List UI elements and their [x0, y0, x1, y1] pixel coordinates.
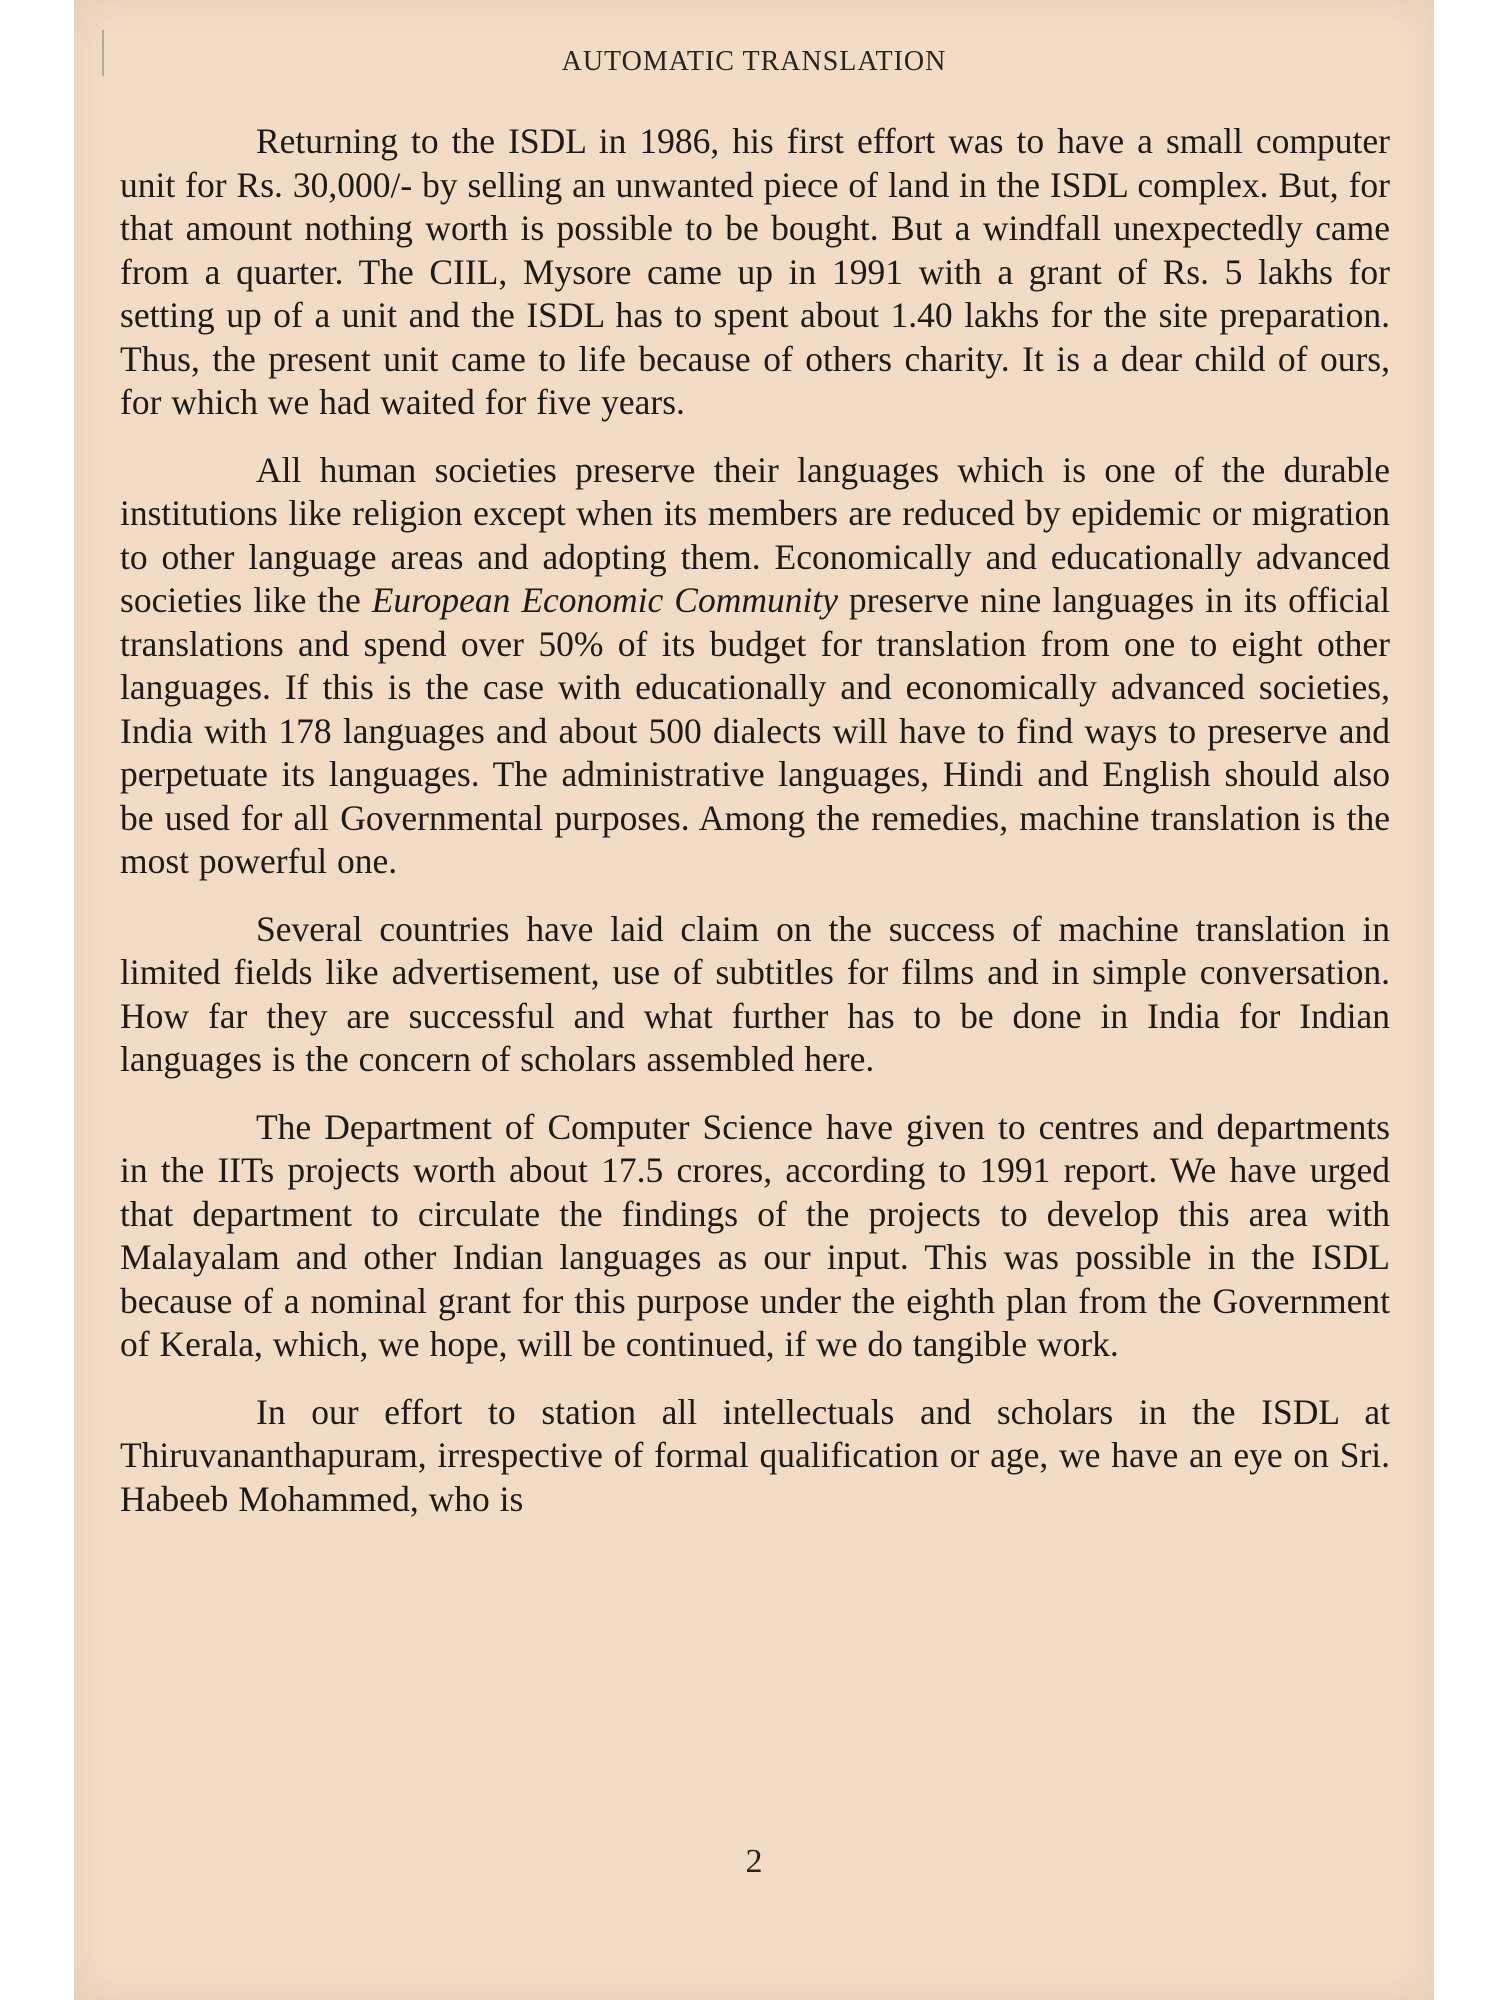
page-number: 2 [745, 1843, 763, 1880]
paragraph-machine-translation-claims: Several countries have laid claim on the success of machine translation in limited fields like advertisement, use of subtitles for films and in simple conversation. How far they are successful and what further has to be done in India for Indian languages is the concern of scholars assembled here. [120, 908, 1390, 1079]
paragraph-isdl-computer-unit: Returning to the ISDL in 1986, his first effort was to have a small computer unit for Rs. 30,000/- by selling an unwanted piece of land in the ISDL complex. But, for that amount nothing worth is possible to be bought. But a windfall unexpectedly came from a quarter. The CIIL, Mysore came up in 1991 with a grant of Rs. 5 lakhs for setting up of a unit and the ISDL has to spent about 1.40 lakhs for the site preparation. Thus, the present unit came to life because of others charity. It is a dear child of ours, for which we had waited for five years. [120, 121, 1390, 422]
paragraph-text-segment: All human societies preserve their languages which is one of the durable institutions like religion except when its members are reduced by epidemic or migration to other language areas and adopting them. Economically and educationally advanced societies like the [120, 449, 1390, 620]
body-text [120, 120, 1390, 1521]
running-header-title: AUTOMATIC TRANSLATION [561, 46, 947, 77]
paragraph-department-funding: The Department of Computer Science have given to centres and departments in the IITs projects worth about 17.5 crores, according to 1991 report. We have urged that department to circulate the findings of the projects to develop this area with Malayalam and other Indian languages as our input. This was possible in the ISDL because of a nominal grant for this purpose under the eighth plan from the Government of Kerala, which, we hope, will be continued, if we do tangible work. [120, 1106, 1390, 1364]
paragraph-text-segment: preserve nine languages in its official translations and spend over 50% of its budget for translation from one to eight other languages. If this is the case with educationally and economically advanced societies, India with 178 languages and about 500 dialects will have to find ways to preserve and perpetuate its languages. The administrative languages, Hindi and English should also be used for all Governmental purposes. Among the remedies, machine translation is the most powerful one. [120, 580, 1390, 881]
book-page [74, 0, 1434, 2000]
paragraph-scholars-effort: In our effort to station all intellectuals and scholars in the ISDL at Thiruvananthapuram, irrespective of formal qualification or age, we have an eye on Sri. Habeeb Mohammed, who is [120, 1391, 1390, 1519]
italic-term-eec: European Economic Community [371, 580, 838, 620]
paragraph-language-preservation [120, 449, 1390, 884]
